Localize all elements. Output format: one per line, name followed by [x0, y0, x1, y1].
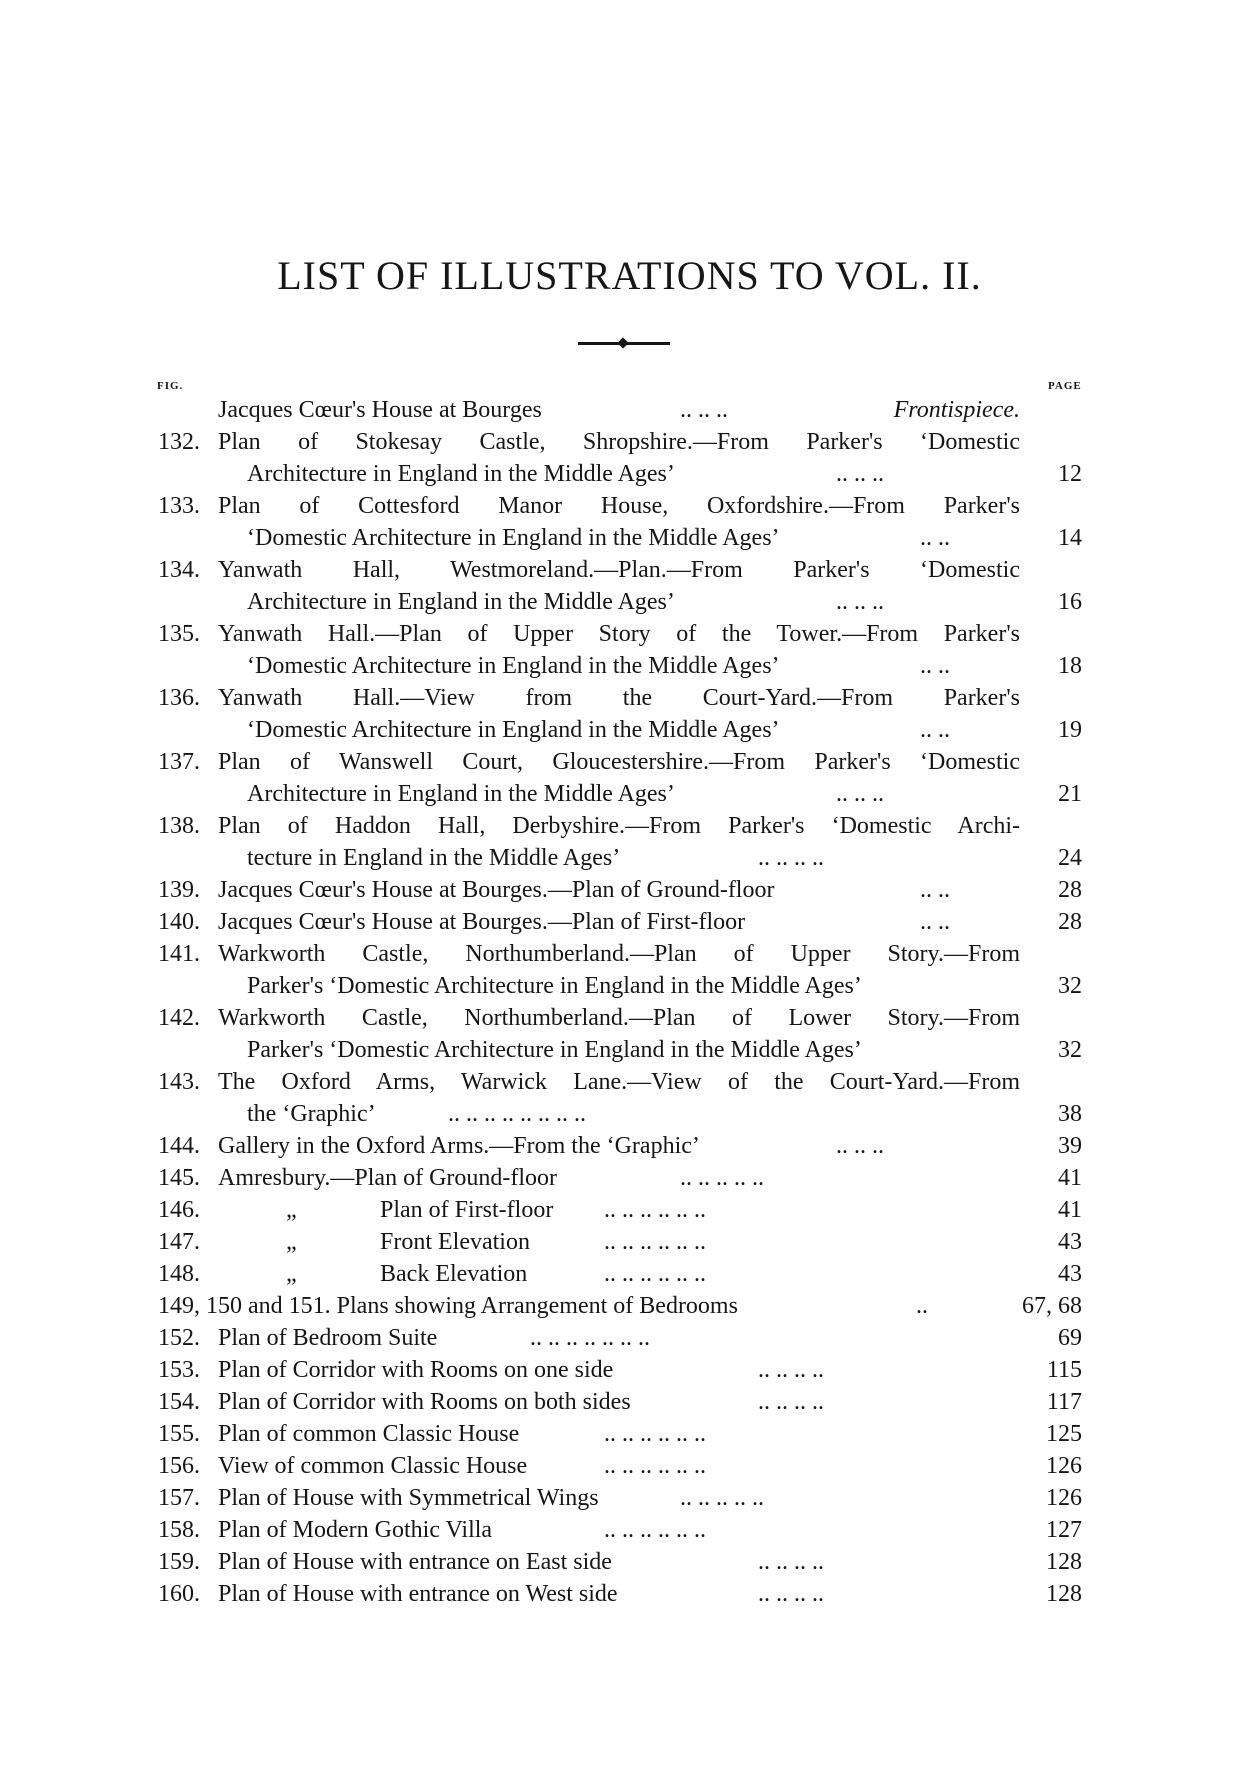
entry-text: Plan of Bedroom Suite — [218, 1325, 438, 1351]
list-item — [0, 458, 1259, 490]
list-item — [0, 394, 1259, 426]
entry-text: Plan of Corridor with Rooms on one side — [218, 1357, 614, 1383]
list-item — [0, 1482, 1259, 1514]
entry-number: 138. — [158, 813, 200, 839]
entry-number: 155. — [158, 1421, 200, 1447]
list-item — [0, 1386, 1259, 1418]
leader-dots: .. .. .. .. .. .. — [604, 1261, 706, 1287]
entry-page: 38 — [1058, 1101, 1082, 1127]
entry-page: 127 — [1046, 1517, 1082, 1543]
entry-text: Plan of Haddon Hall, Derbyshire.—From Parker's ‘Domestic Archi- — [218, 813, 1020, 839]
entry-text: Jacques Cœur's House at Bourges.—Plan of First-floor — [218, 909, 746, 935]
entry-page: 67, 68 — [1022, 1293, 1082, 1319]
leader-dots: .. .. .. — [836, 1133, 884, 1159]
list-item — [0, 874, 1259, 906]
leader-dots: .. .. — [920, 653, 950, 679]
fig-column-header: FIG. — [157, 380, 184, 392]
entry-text-continued: Parker's ‘Domestic Architecture in England in the Middle Ages’ — [247, 973, 862, 999]
entry-text: Plan of Corridor with Rooms on both sides — [218, 1389, 631, 1415]
ornamental-rule — [578, 342, 670, 345]
leader-dots: .. .. .. .. .. .. — [604, 1453, 706, 1479]
entry-text: Jacques Cœur's House at Bourges.—Plan of Ground-floor — [218, 877, 775, 903]
entry-page: 16 — [1058, 589, 1082, 615]
list-item — [0, 778, 1259, 810]
list-item — [0, 1450, 1259, 1482]
list-item — [0, 554, 1259, 586]
entry-number: 141. — [158, 941, 200, 967]
list-item — [0, 938, 1259, 970]
entry-text: Amresbury.—Plan of Ground-floor — [218, 1165, 558, 1191]
leader-dots: .. .. .. — [836, 781, 884, 807]
leader-dots: .. .. .. .. — [758, 1549, 824, 1575]
entry-number: 156. — [158, 1453, 200, 1479]
entry-text: Jacques Cœur's House at Bourges — [218, 397, 542, 423]
list-item — [0, 1098, 1259, 1130]
leader-dots: .. .. — [920, 877, 950, 903]
entry-text: 149, 150 and 151. Plans showing Arrangement of Bedrooms — [158, 1293, 738, 1319]
entry-page: 41 — [1058, 1197, 1082, 1223]
leader-dots: .. .. .. — [836, 589, 884, 615]
entry-number: 160. — [158, 1581, 200, 1607]
entry-page: 14 — [1058, 525, 1082, 551]
entry-text: Yanwath Hall.—View from the Court-Yard.—From Parker's — [218, 685, 1020, 711]
list-item — [0, 1354, 1259, 1386]
entry-number: 135. — [158, 621, 200, 647]
entry-text: Plan of House with entrance on East side — [218, 1549, 612, 1575]
leader-dots: .. .. .. .. — [758, 1389, 824, 1415]
entry-page: 128 — [1046, 1581, 1082, 1607]
list-item — [0, 1578, 1259, 1610]
entry-page: 41 — [1058, 1165, 1082, 1191]
entry-text-continued: Architecture in England in the Middle Ages’ — [247, 589, 675, 615]
entry-page: 28 — [1058, 909, 1082, 935]
entry-number: 132. — [158, 429, 200, 455]
entry-text: Front Elevation — [380, 1229, 530, 1255]
list-item — [0, 810, 1259, 842]
entry-number: 159. — [158, 1549, 200, 1575]
entry-number: 136. — [158, 685, 200, 711]
entry-text: View of common Classic House — [218, 1453, 528, 1479]
entry-page: 69 — [1058, 1325, 1082, 1351]
entry-number: 153. — [158, 1357, 200, 1383]
list-item — [0, 1418, 1259, 1450]
entry-text: Warkworth Castle, Northumberland.—Plan of Lower Story.—From — [218, 1005, 1020, 1031]
entry-number: 140. — [158, 909, 200, 935]
list-item — [0, 714, 1259, 746]
list-item — [0, 1258, 1259, 1290]
leader-dots: .. .. — [920, 909, 950, 935]
entry-text-continued: Parker's ‘Domestic Architecture in England in the Middle Ages’ — [247, 1037, 862, 1063]
entry-text: The Oxford Arms, Warwick Lane.—View of the Court-Yard.—From — [218, 1069, 1020, 1095]
entry-number: 148. — [158, 1261, 200, 1287]
leader-dots: .. .. .. — [680, 397, 728, 423]
list-item — [0, 426, 1259, 458]
entry-number: 152. — [158, 1325, 200, 1351]
entry-text-continued: ‘Domestic Architecture in England in the Middle Ages’ — [247, 717, 780, 743]
leader-dots: .. .. .. .. .. .. — [604, 1421, 706, 1447]
page-column-header: PAGE — [1048, 380, 1082, 392]
entry-page: 32 — [1058, 1037, 1082, 1063]
entry-number: 143. — [158, 1069, 200, 1095]
entry-number: 145. — [158, 1165, 200, 1191]
entry-page: 128 — [1046, 1549, 1082, 1575]
list-item — [0, 1290, 1259, 1322]
entry-page: 117 — [1046, 1389, 1082, 1415]
entry-page: 19 — [1058, 717, 1082, 743]
entry-number: 137. — [158, 749, 200, 775]
entry-text: Plan of common Classic House — [218, 1421, 520, 1447]
list-item — [0, 618, 1259, 650]
list-item — [0, 1322, 1259, 1354]
entry-text: Plan of Cottesford Manor House, Oxfordshire.—From Parker's — [218, 493, 1020, 519]
entry-page: 39 — [1058, 1133, 1082, 1159]
entry-text: Plan of Modern Gothic Villa — [218, 1517, 493, 1543]
entry-text: Plan of House with entrance on West side — [218, 1581, 618, 1607]
leader-dots: .. .. — [920, 525, 950, 551]
entry-page: 24 — [1058, 845, 1082, 871]
leader-dots: .. .. .. .. — [758, 845, 824, 871]
list-item — [0, 1002, 1259, 1034]
list-item — [0, 650, 1259, 682]
entry-text-continued: the ‘Graphic’ — [247, 1101, 376, 1127]
leader-dots: .. .. .. .. — [758, 1357, 824, 1383]
entry-page: 115 — [1046, 1357, 1082, 1383]
leader-dots: .. .. .. .. .. .. .. .. — [448, 1101, 586, 1127]
entry-text: Gallery in the Oxford Arms.—From the ‘Graphic’ — [218, 1133, 700, 1159]
leader-dots: .. .. .. .. — [758, 1581, 824, 1607]
list-item — [0, 586, 1259, 618]
list-item — [0, 490, 1259, 522]
list-item — [0, 906, 1259, 938]
entry-page: 43 — [1058, 1229, 1082, 1255]
list-item — [0, 522, 1259, 554]
list-item — [0, 842, 1259, 874]
entry-text: Plan of House with Symmetrical Wings — [218, 1485, 599, 1511]
ditto-mark: „ — [286, 1229, 297, 1255]
list-item — [0, 970, 1259, 1002]
diamond-ornament-icon — [617, 337, 628, 348]
leader-dots: .. .. .. .. .. .. — [604, 1517, 706, 1543]
entry-page: 43 — [1058, 1261, 1082, 1287]
page-title: LIST OF ILLUSTRATIONS TO VOL. II. — [277, 253, 982, 298]
entry-text-continued: ‘Domestic Architecture in England in the Middle Ages’ — [247, 653, 780, 679]
entry-page: 21 — [1058, 781, 1082, 807]
entry-page: 126 — [1046, 1485, 1082, 1511]
leader-dots: .. .. — [920, 717, 950, 743]
entry-number: 147. — [158, 1229, 200, 1255]
entry-text-continued: Architecture in England in the Middle Ages’ — [247, 781, 675, 807]
list-item — [0, 1162, 1259, 1194]
entry-text: Plan of Stokesay Castle, Shropshire.—From Parker's ‘Domestic — [218, 429, 1020, 455]
entry-number: 133. — [158, 493, 200, 519]
ditto-mark: „ — [286, 1197, 297, 1223]
list-item — [0, 746, 1259, 778]
list-item — [0, 1194, 1259, 1226]
entry-number: 158. — [158, 1517, 200, 1543]
leader-dots: .. .. .. .. .. .. — [604, 1197, 706, 1223]
ditto-mark: „ — [286, 1261, 297, 1287]
entry-text: Back Elevation — [380, 1261, 528, 1287]
entry-number: 139. — [158, 877, 200, 903]
entry-page: 18 — [1058, 653, 1082, 679]
entry-text-continued: ‘Domestic Architecture in England in the Middle Ages’ — [247, 525, 780, 551]
leader-dots: .. .. .. .. .. .. .. — [530, 1325, 650, 1351]
leader-dots: .. .. .. .. .. — [680, 1485, 764, 1511]
entry-page: 126 — [1046, 1453, 1082, 1479]
entry-text: Yanwath Hall.—Plan of Upper Story of the Tower.—From Parker's — [218, 621, 1020, 647]
leader-dots: .. — [916, 1293, 928, 1319]
entry-page: 28 — [1058, 877, 1082, 903]
leader-dots: .. .. .. .. .. .. — [604, 1229, 706, 1255]
entry-number: 157. — [158, 1485, 200, 1511]
list-item — [0, 1066, 1259, 1098]
leader-dots: .. .. .. .. .. — [680, 1165, 764, 1191]
entry-number: 142. — [158, 1005, 200, 1031]
entry-page: Frontispiece. — [893, 397, 1020, 423]
entry-text: Yanwath Hall, Westmoreland.—Plan.—From Parker's ‘Domestic — [218, 557, 1020, 583]
list-item — [0, 1130, 1259, 1162]
entry-page: 32 — [1058, 973, 1082, 999]
entry-text-continued: tecture in England in the Middle Ages’ — [247, 845, 621, 871]
list-item — [0, 1034, 1259, 1066]
list-item — [0, 682, 1259, 714]
entry-number: 154. — [158, 1389, 200, 1415]
list-item — [0, 1514, 1259, 1546]
entry-page: 125 — [1046, 1421, 1082, 1447]
entry-number: 134. — [158, 557, 200, 583]
entry-number: 146. — [158, 1197, 200, 1223]
list-item — [0, 1546, 1259, 1578]
leader-dots: .. .. .. — [836, 461, 884, 487]
list-item — [0, 1226, 1259, 1258]
entry-text: Plan of First-floor — [380, 1197, 554, 1223]
entry-text: Plan of Wanswell Court, Gloucestershire.—From Parker's ‘Domestic — [218, 749, 1020, 775]
entry-text-continued: Architecture in England in the Middle Ages’ — [247, 461, 675, 487]
entry-page: 12 — [1058, 461, 1082, 487]
entry-text: Warkworth Castle, Northumberland.—Plan of Upper Story.—From — [218, 941, 1020, 967]
entry-number: 144. — [158, 1133, 200, 1159]
